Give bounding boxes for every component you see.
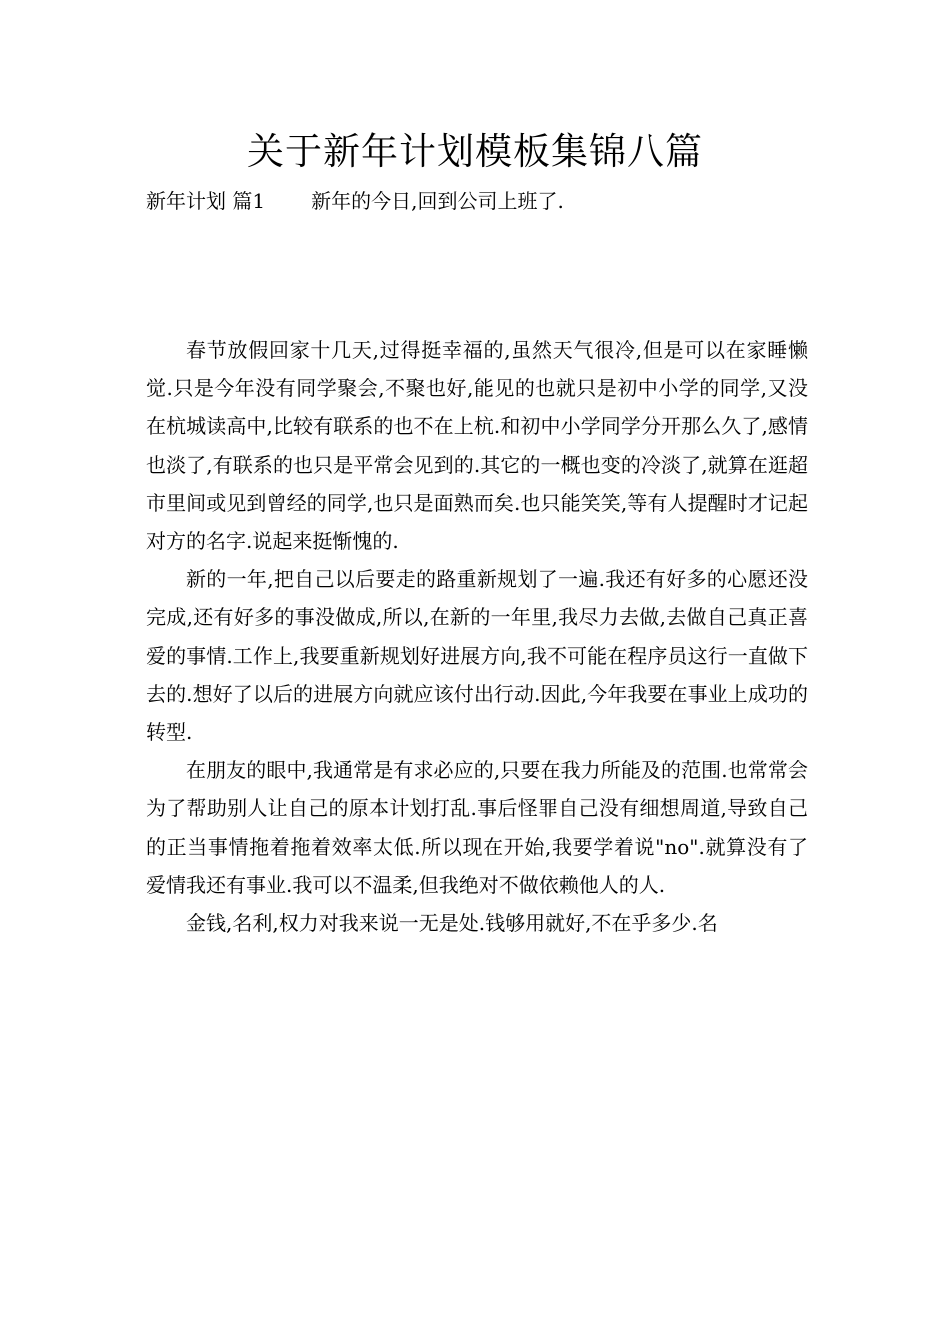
paragraph-1: 春节放假回家十几天,过得挺幸福的,虽然天气很冷,但是可以在家睡懒觉.只是今年没有同学聚会,不聚也好,能见的也就只是初中小学的同学,又没在杭城读高中,比较有联系的也不在上杭.和初中小学同学分开那么久了,感情也淡了,有联系的也只是平常会见到的.其它的一概也变的冷淡了,就算在逛超市里间或见到曾经的同学,也只是面熟而矣.也只能笑笑,等有人提醒时才记起对方的名字.说起来挺惭愧的. [146, 338, 808, 554]
document-title: 关于新年计划模板集锦八篇 [247, 130, 703, 173]
section-label: 新年计划 篇1 [146, 189, 266, 213]
paragraph-2: 新的一年,把自己以后要走的路重新规划了一遍.我还有好多的心愿还没完成,还有好多的事没做成,所以,在新的一年里,我尽力去做,去做自己真正喜爱的事情.工作上,我要重新规划好进展方向,我不可能在程序员这行一直做下去的.想好了以后的进展方向就应该付出行动.因此,今年我要在事业上成功的转型. [146, 567, 808, 745]
paragraph-4: 金钱,名利,权力对我来说一无是处.钱够用就好,不在乎多少.名 [186, 911, 718, 936]
paragraph-3: 在朋友的眼中,我通常是有求必应的,只要在我力所能及的范围.也常常会为了帮助别人让自己的原本计划打乱.事后怪罪自己没有细想周道,导致自己的正当事情拖着拖着效率太低.所以现在开始,我要学着说"no".就算没有了爱情我还有事业.我可以不温柔,但我绝对不做依赖他人的人. [146, 758, 808, 897]
body-text [146, 331, 808, 942]
section-heading-line [146, 184, 816, 218]
opening-line: 新年的今日,回到公司上班了. [311, 189, 564, 213]
